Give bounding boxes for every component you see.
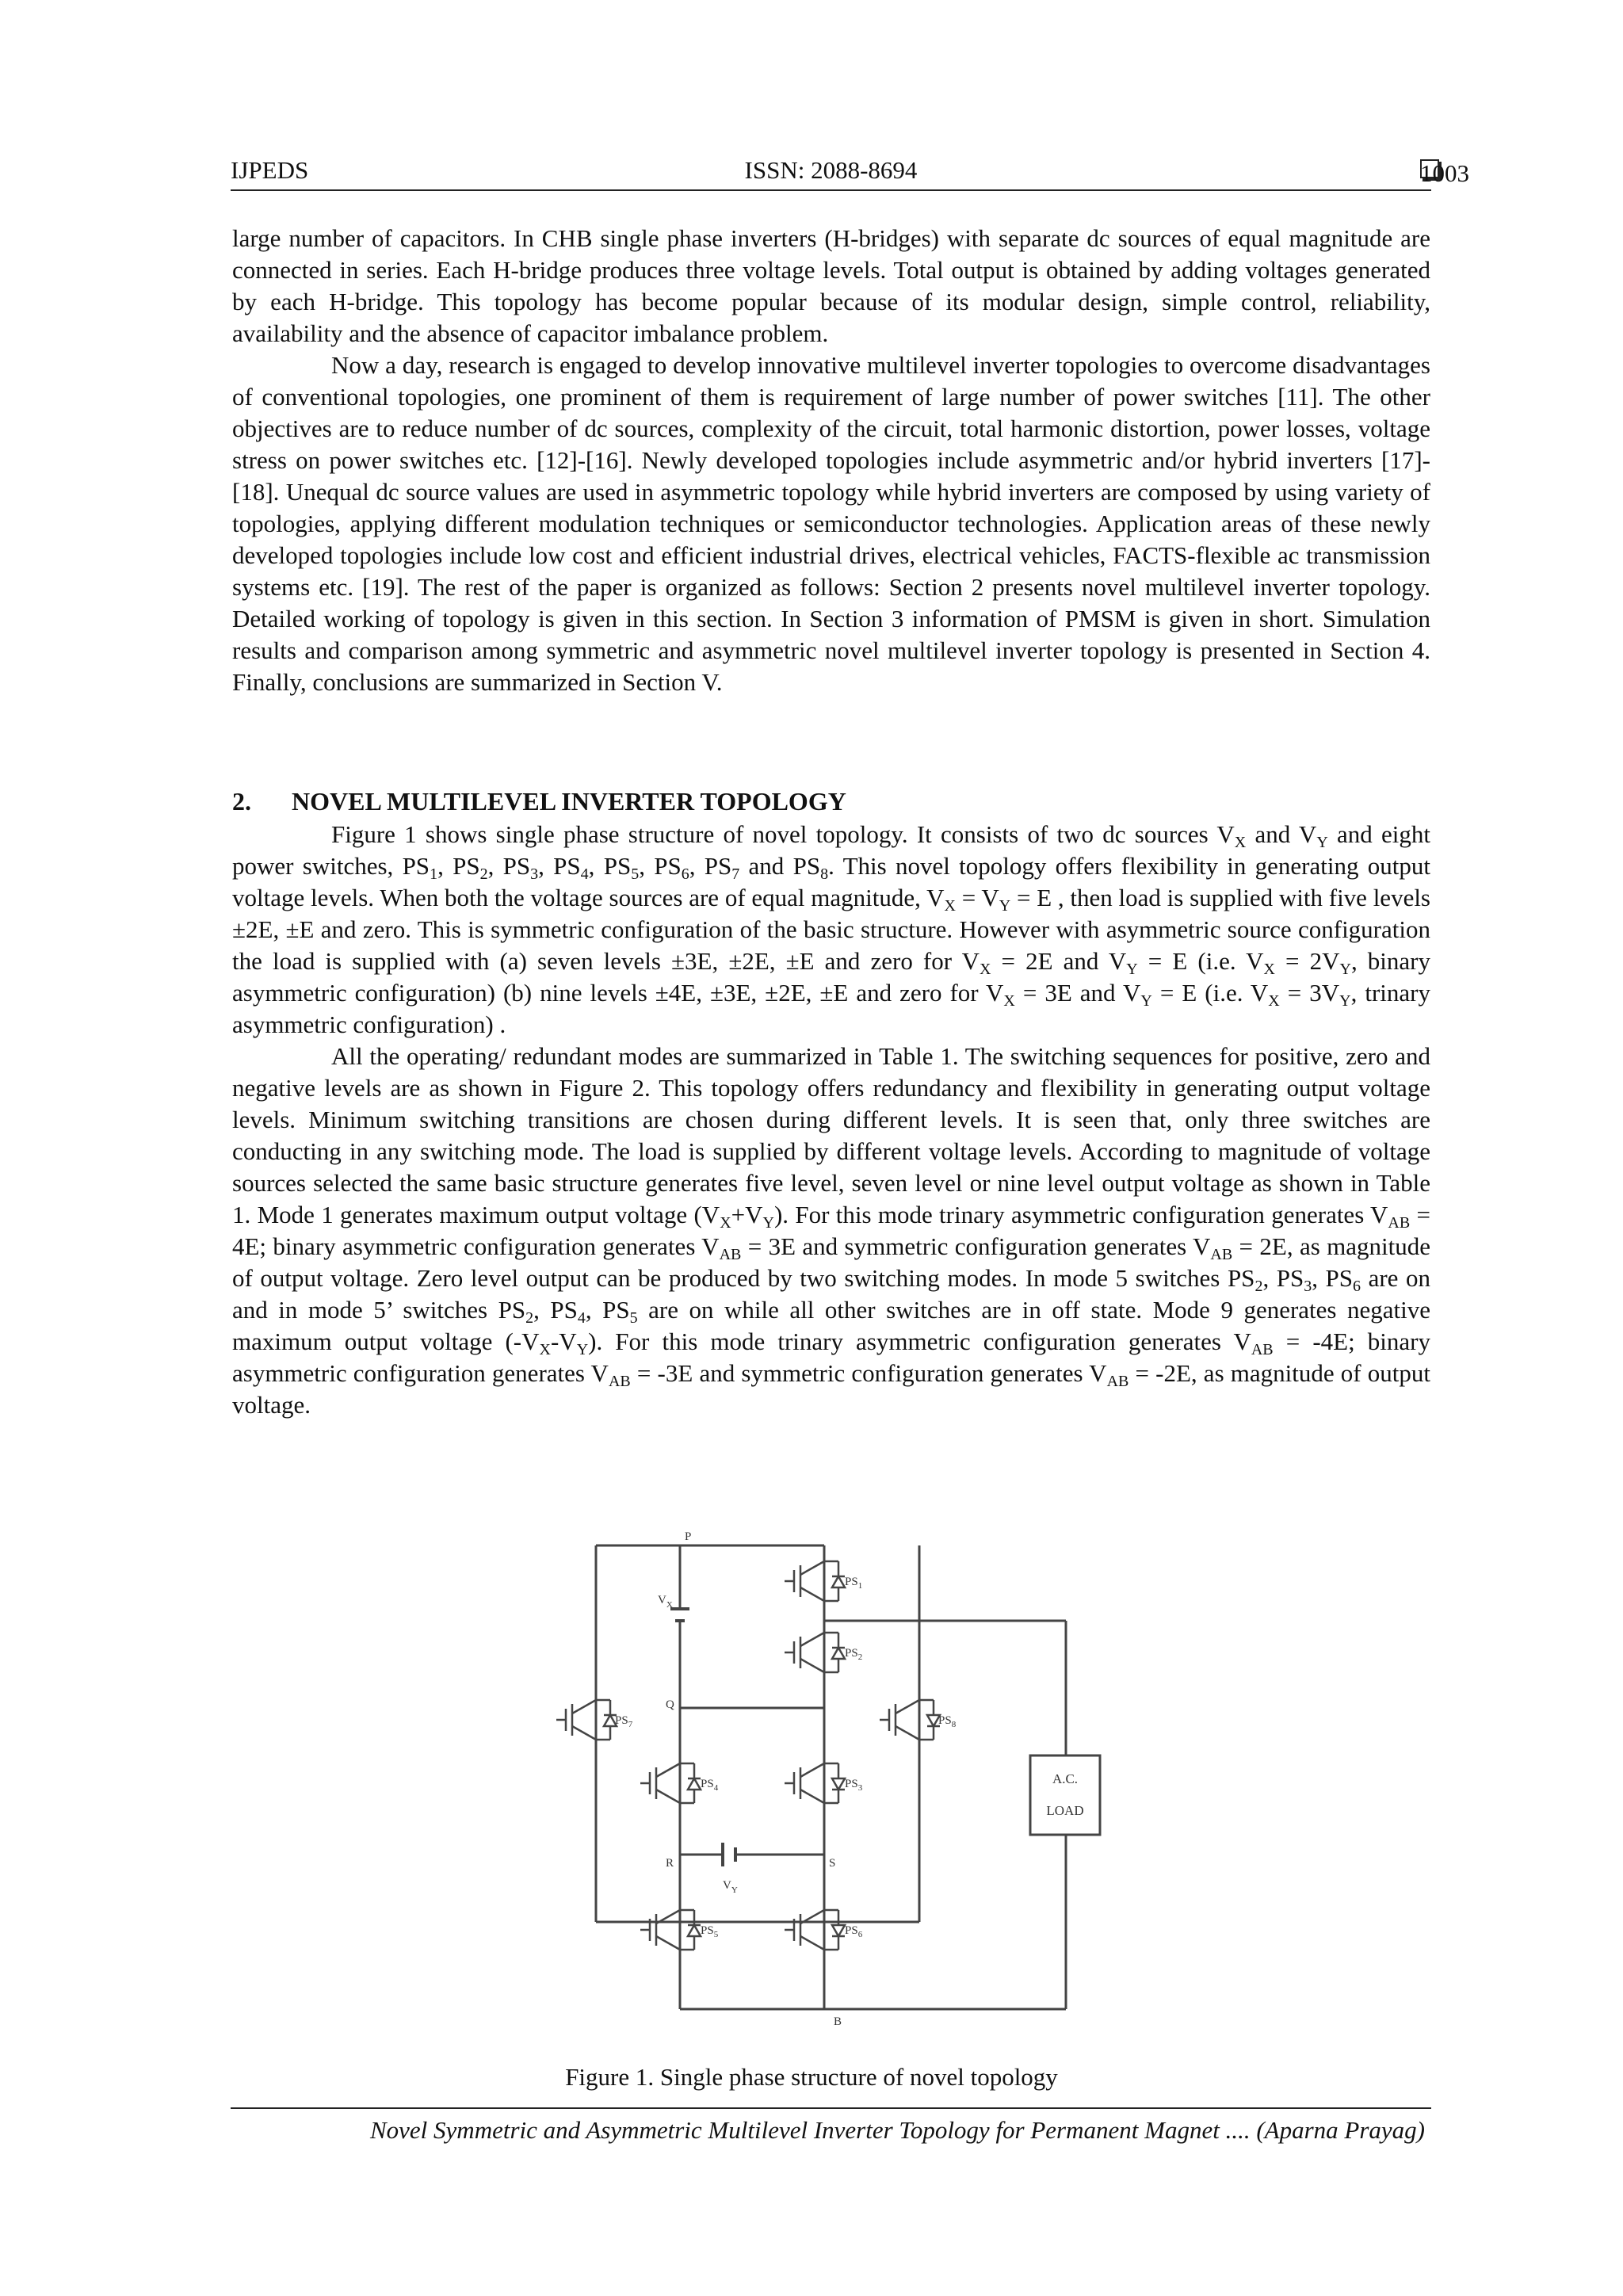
intro-paragraph-1: large number of capacitors. In CHB single phase inverters (H-bridges) with separate dc sources of equal magnitude are connected in series. Each H-bridge produces three voltage levels. Total output is obtained by adding voltages generated by each H-bridge. This topology has become popular because of its modular design, simple control, reliability, availability and the absence of capacitor imbalance problem. [232, 224, 1430, 347]
ps5-label: $PS_5$ [701, 1924, 719, 1939]
node-b-label: B [834, 2015, 842, 2028]
issn: ISSN: 2088-8694 [744, 156, 918, 184]
circuit-wires [596, 1545, 1066, 2009]
node-s-label: S [829, 1857, 836, 1870]
load-box [1030, 1755, 1100, 1835]
ps3-label: $PS_3$ [845, 1778, 863, 1793]
switch-ps8-icon [880, 1700, 940, 1740]
intro-text [232, 223, 1430, 698]
node-q-label: Q [666, 1698, 674, 1711]
ps8-label: $PS_8$ [938, 1714, 957, 1729]
load-label-load: LOAD [1046, 1803, 1084, 1818]
ps1-label: $PS_1$ [845, 1576, 863, 1591]
running-title: Novel Symmetric and Asymmetric Multilevel Inverter Topology for Permanent Magnet .... (Aparna Prayag) [369, 2116, 1425, 2144]
ps2-label: $PS_2$ [845, 1647, 863, 1662]
section-paragraph-2: All the operating/ redundant modes are summarized in Table 1. The switching sequences for positive, zero and negative levels are as shown in Figure 2. This topology offers redundancy and flexibility in generating output voltage levels. Minimum switching transitions are chosen during different levels. It is seen that, only three switches are conducting in any switching mode. The load is supplied by different voltage levels. According to magnitude of voltage sources selected the same basic structure generates five level, seven level or nine level output voltage as shown in Table 1. Mode 1 generates maximum output voltage $(V_X+V_Y)$. For this mode trinary asymmetric configuration generates $V_{AB} = 4E$; binary asymmetric configuration generates $V_{AB} = 3E$ and symmetric configuration generates $V_{AB} = 2E$, as magnitude of output voltage. Zero level output can be produced by two switching modes. In mode 5 switches $PS_2$, $PS_3$, $PS_6$ are on and in mode 5’ switches $PS_2$, $PS_4$, $PS_5$ are on while all other switches are in off state. Mode 9 generates negative maximum output voltage $(-V_X-V_Y)$. For this mode trinary asymmetric configuration generates $V_{AB} = -4E$; binary asymmetric configuration generates $V_{AB} = -3E$ and symmetric configuration generates $V_{AB} = -2E$, as magnitude of output voltage. [232, 1042, 1431, 1419]
section-number: 2. [232, 787, 251, 816]
section-heading [232, 787, 846, 816]
vx-label: $V_X$ [658, 1594, 673, 1610]
section-title: NOVEL MULTILEVEL INVERTER TOPOLOGY [292, 787, 846, 816]
section-paragraph-1: Figure 1 shows single phase structure of novel topology. It consists of two dc sources $V_X$ and $V_Y$ and eight power switches, $PS_1$, $PS_2$, $PS_3$, $PS_4$, $PS_5$, $PS_6$, $PS_7$ and $PS_8$. This novel topology offers flexibility in generating output voltage levels. When both the voltage sources are of equal magnitude, $V_X = V_Y = E$ , then load is supplied with five levels ±2E, ±E and zero. This is symmetric configuration of the basic structure. However with asymmetric source configuration the load is supplied with (a) seven levels ±3E, ±2E, ±E and zero for $V_X = 2E$ and $V_Y = E$ (i.e. $V_X = 2V_Y$, binary asymmetric configuration) (b) nine levels ±4E, ±3E, ±2E, ±E and zero for $V_X = 3E$ and $V_Y = E$ (i.e. $V_X = 3V_Y$, trinary asymmetric configuration) . [232, 820, 1431, 1038]
switch-ps1-icon [785, 1561, 845, 1601]
figure-caption: Figure 1. Single phase structure of novel topology [565, 2063, 1058, 2091]
journal-name: IJPEDS [231, 156, 309, 184]
load-label-ac: A.C. [1052, 1771, 1079, 1786]
ps4-label: $PS_4$ [701, 1778, 719, 1793]
circuit-diagram [547, 1510, 1157, 2049]
page-footer [231, 2107, 1431, 2145]
switch-ps6-icon [785, 1910, 845, 1950]
ps7-label: $PS_7$ [615, 1714, 633, 1729]
node-labels [615, 1530, 957, 2028]
section-2-text [232, 819, 1430, 1421]
switch-ps3-icon [785, 1763, 845, 1803]
intro-paragraph-2: Now a day, research is engaged to develop innovative multilevel inverter topologies to overcome disadvantages of conventional topologies, one prominent of them is requirement of large number of power switches [11]. The other objectives are to reduce number of dc sources, complexity of the circuit, total harmonic distortion, power losses, voltage stress on power switches etc. [12]-[16]. Newly developed topologies include asymmetric and/or hybrid inverters [17]-[18]. Unequal dc source values are used in asymmetric topology while hybrid inverters are composed by using variety of topologies, applying different modulation techniques or semiconductor technologies. Application areas of these newly developed topologies include low cost and efficient industrial drives, electrical vehicles, FACTS-flexible ac transmission systems etc. [19]. The rest of the paper is organized as follows: Section 2 presents novel multilevel inverter topology. Detailed working of topology is given in this section. In Section 3 information of PMSM is given in short. Simulation results and comparison among symmetric and asymmetric novel multilevel inverter topology is presented in Section 4. Finally, conclusions are summarized in Section V. [232, 351, 1430, 696]
switch-ps4-icon [640, 1763, 701, 1803]
switch-ps5-icon [640, 1910, 701, 1950]
node-r-label: R [666, 1857, 674, 1870]
vy-label: $V_Y$ [723, 1879, 738, 1895]
page-number: 1003 [1420, 159, 1469, 187]
ps6-label: $PS_6$ [845, 1924, 863, 1939]
node-p-label: P [685, 1530, 692, 1543]
switch-ps7-icon [556, 1700, 617, 1740]
switch-ps2-icon [785, 1633, 845, 1672]
page-header [231, 153, 1469, 191]
circuit-figure [547, 1510, 1157, 2049]
battery-vx-icon [670, 1609, 689, 1621]
battery-vy-icon [723, 1843, 735, 1866]
